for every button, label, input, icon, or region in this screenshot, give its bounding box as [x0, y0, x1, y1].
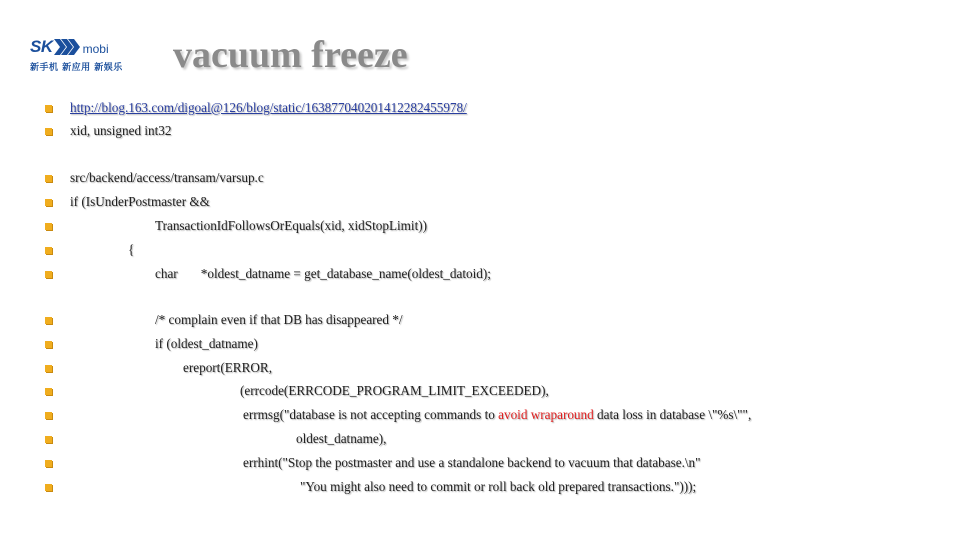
code-line: TransactionIdFollowsOrEquals(xid, xidStopLimit)) — [155, 218, 428, 233]
bullet-line — [0, 405, 950, 428]
bullet-icon — [45, 199, 52, 206]
bullet-line — [0, 240, 950, 263]
logo-brand: SK — [30, 37, 53, 56]
bullet-icon — [45, 436, 52, 443]
logo-tagline: 新手机 新应用 新娱乐 — [30, 63, 123, 73]
errmsg-prefix: errmsg("database is not accepting commands to — [243, 407, 499, 422]
bullet-line — [0, 477, 950, 500]
code-line: ereport(ERROR, — [183, 360, 272, 375]
bullet-line — [0, 192, 950, 215]
bullet-line — [0, 121, 950, 144]
bullet-icon — [45, 341, 52, 348]
bullet-icon — [45, 412, 52, 419]
code-line: /* complain even if that DB has disappeared */ — [155, 312, 403, 327]
bullet-line — [0, 264, 950, 287]
bullet-icon — [45, 105, 52, 112]
bullet-line — [0, 168, 950, 191]
highlight-text: avoid wraparound — [498, 407, 594, 422]
code-line: "You might also need to commit or roll back old prepared transactions."))); — [300, 479, 697, 494]
logo-wordmark — [30, 36, 155, 56]
bullet-icon — [45, 484, 52, 491]
code-line: (errcode(ERRCODE_PROGRAM_LIMIT_EXCEEDED), — [240, 383, 549, 398]
code-line: if (IsUnderPostmaster && — [70, 194, 210, 209]
line-text: xid, unsigned int32 — [70, 123, 172, 138]
bullet-line — [0, 381, 950, 404]
bullet-line — [0, 216, 950, 239]
code-line — [243, 405, 751, 425]
line-text: src/backend/access/transam/varsup.c — [70, 170, 264, 185]
bullet-icon — [45, 271, 52, 278]
bullet-line — [0, 310, 950, 333]
code-line: char *oldest_datname = get_database_name(oldest_datoid); — [155, 266, 491, 281]
code-line: errhint("Stop the postmaster and use a standalone backend to vacuum that database.\n" — [243, 455, 701, 470]
code-line: oldest_datname), — [296, 431, 387, 446]
bullet-icon — [45, 317, 52, 324]
bullet-line — [0, 429, 950, 452]
bullet-line — [0, 453, 950, 476]
bullet-icon — [45, 365, 52, 372]
logo-chevrons-icon — [54, 39, 80, 55]
bullet-line — [0, 334, 950, 357]
errmsg-suffix: data loss in database \"%s\"", — [593, 407, 752, 422]
bullet-line — [0, 98, 950, 121]
code-line: if (oldest_datname) — [155, 336, 258, 351]
bullet-icon — [45, 247, 52, 254]
slide-title: vacuum freeze — [173, 34, 408, 76]
bullet-icon — [45, 175, 52, 182]
bullet-icon — [45, 128, 52, 135]
bullet-icon — [45, 223, 52, 230]
bullet-icon — [45, 388, 52, 395]
logo-suffix: mobi — [82, 42, 109, 56]
bullet-icon — [45, 460, 52, 467]
blog-link[interactable]: http://blog.163.com/digoal@126/blog/static/163877040201412282455978/ — [70, 100, 467, 115]
sk-mobi-logo — [30, 36, 155, 76]
bullet-line — [0, 358, 950, 381]
code-line: { — [128, 242, 135, 257]
